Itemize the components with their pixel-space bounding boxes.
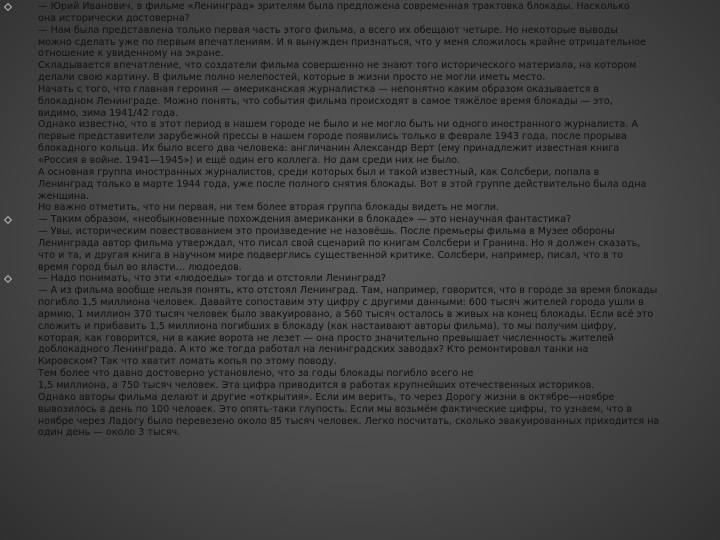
text-line: Кировском? Так что хватит ломать копья по этому поводу. — [38, 356, 337, 368]
bullet-paragraph — [38, 214, 712, 273]
text-line: Но важно отметить, что ни первая, ни тем более вторая группа блокады видеть не могли. — [38, 202, 500, 214]
text-line: видимо, зима 1941/42 года. — [38, 107, 179, 119]
text-line: Однако авторы фильма делают и другие «открытия». Если им верить, то через Дорогу жизни в октябре—ноябре — [38, 391, 615, 403]
text-line: один день — около 3 тысяч. — [38, 427, 181, 439]
text-line: время город был во власти… людоедов. — [38, 261, 242, 273]
text-line: блокадного кольца. Их было всего два человека: англичанин Александр Верт (ему принадлежит известная книга — [38, 143, 620, 155]
text-line: отношение к увиденному на экране. — [38, 48, 224, 60]
text-line: — А из фильма вообще нельзя понять, кто отстоял Ленинград. Там, например, говорится, что в городе за время блокады — [38, 285, 658, 297]
text-line: можно сделать уже по первым впечатлениям. И я вынужден признаться, что у меня сложилось крайне отрицательное — [38, 36, 646, 48]
text-line: ноябре через Ладогу было перевезено около 85 тысяч человек. Легко посчитать, сколько эвакуированных приходится на — [38, 415, 660, 427]
text-line: — Надо понимать, что эти «людоеды» тогда и отстояли Ленинград? — [38, 273, 386, 285]
text-line: доблокадного Ленинграда. А кто же тогда работал на ленинградских заводах? Кто ремонтировал танки на — [38, 344, 589, 356]
text-line: она исторически достоверна? — [38, 12, 190, 24]
text-line: армию, 1 миллион 370 тысяч человек было эвакуировано, а 560 тысяч осталось в живых на конец блокады. Если всё это — [38, 308, 654, 320]
text-line: — Таким образом, «необыкновенные похождения американки в блокаде» — это ненаучная фантастика? — [38, 214, 572, 226]
text-line: Складывается впечатление, что создатели фильма совершенно не знают того исторического материала, на котором — [38, 60, 637, 72]
diamond-bullet-icon — [4, 216, 12, 224]
text-line: которая, как говорится, ни в какие ворота не лезет — она просто значительно превышает численность жителей — [38, 332, 614, 344]
text-line: делали свою картину. В фильме полно нелепостей, которые в жизни просто не могли иметь место. — [38, 72, 546, 84]
text-line: блокадном Ленинграде. Можно понять, что события фильма происходят в самое тяжёлое время блокады — это, — [38, 95, 613, 107]
text-line: — Нам была представлена только первая часть этого фильма, а всего их обещают четыре. Но некоторые выводы — [38, 24, 618, 36]
diamond-bullet-icon — [4, 275, 12, 283]
text-line: что и та, и другая книга в научном мире подверглись существенной критике. Солсбери, например, писал, что в то — [38, 249, 624, 261]
text-line: Ленинграда автор фильма утверждал, что писал свой сценарий по книгам Солсбери и Гранина. Но я должен сказать, — [38, 237, 641, 249]
text-line: женщина. — [38, 190, 90, 202]
text-line: Ленинград только в марте 1944 года, уже после полного снятия блокады. Вот в этой группе действительно была одна — [38, 178, 647, 190]
text-line: первые представители зарубежной прессы в нашем городе появились только в феврале 1943 года, после прорыва — [38, 131, 627, 143]
text-line: Тем более что давно достоверно установлено, что за годы блокады погибло всего не — [38, 368, 474, 380]
slide-text-body — [38, 1, 712, 439]
text-line: Начать с того, что главная героиня — американская журналистка — непонятно каким образом оказывается в — [38, 83, 600, 95]
text-line: 1,5 миллиона, а 750 тысяч человек. Эта цифра приводится в работах крупнейших отечественных историков. — [38, 380, 595, 391]
text-line: «Россия в войне. 1941—1945») и ещё один его коллега. Но дам среди них не было. — [38, 154, 460, 166]
text-line: — Юрий Иванович, в фильме «Ленинград» зрителям была предложена современная трактовка блокады. Насколько — [38, 1, 630, 12]
text-line: сложить и прибавить 1,5 миллиона погибших в блокаду (как настаивают авторы фильма), то мы получим цифру, — [38, 320, 617, 332]
text-line: — Увы, историческим повествованием это произведение не назовёшь. После премьеры фильма в Музее обороны — [38, 226, 615, 238]
diamond-bullet-icon — [4, 3, 12, 11]
text-line: погибло 1,5 миллиона человек. Давайте сопоставим эту цифру с другими данными: 600 тысяч жителей города ушли в — [38, 297, 644, 309]
text-line: Однако известно, что в этот период в нашем городе не было и не могло быть ни одного иностранного журналиста. А — [38, 119, 639, 131]
text-line: вывозилось в день по 100 человек. Это опять-таки глупость. Если мы возьмём фактические цифры, то узнаем, что в — [38, 403, 633, 415]
bullet-paragraph — [38, 273, 712, 439]
text-line: А основная группа иностранных журналистов, среди которых был и такой известный, как Солсбери, попала в — [38, 166, 600, 178]
bullet-paragraph — [38, 1, 712, 214]
